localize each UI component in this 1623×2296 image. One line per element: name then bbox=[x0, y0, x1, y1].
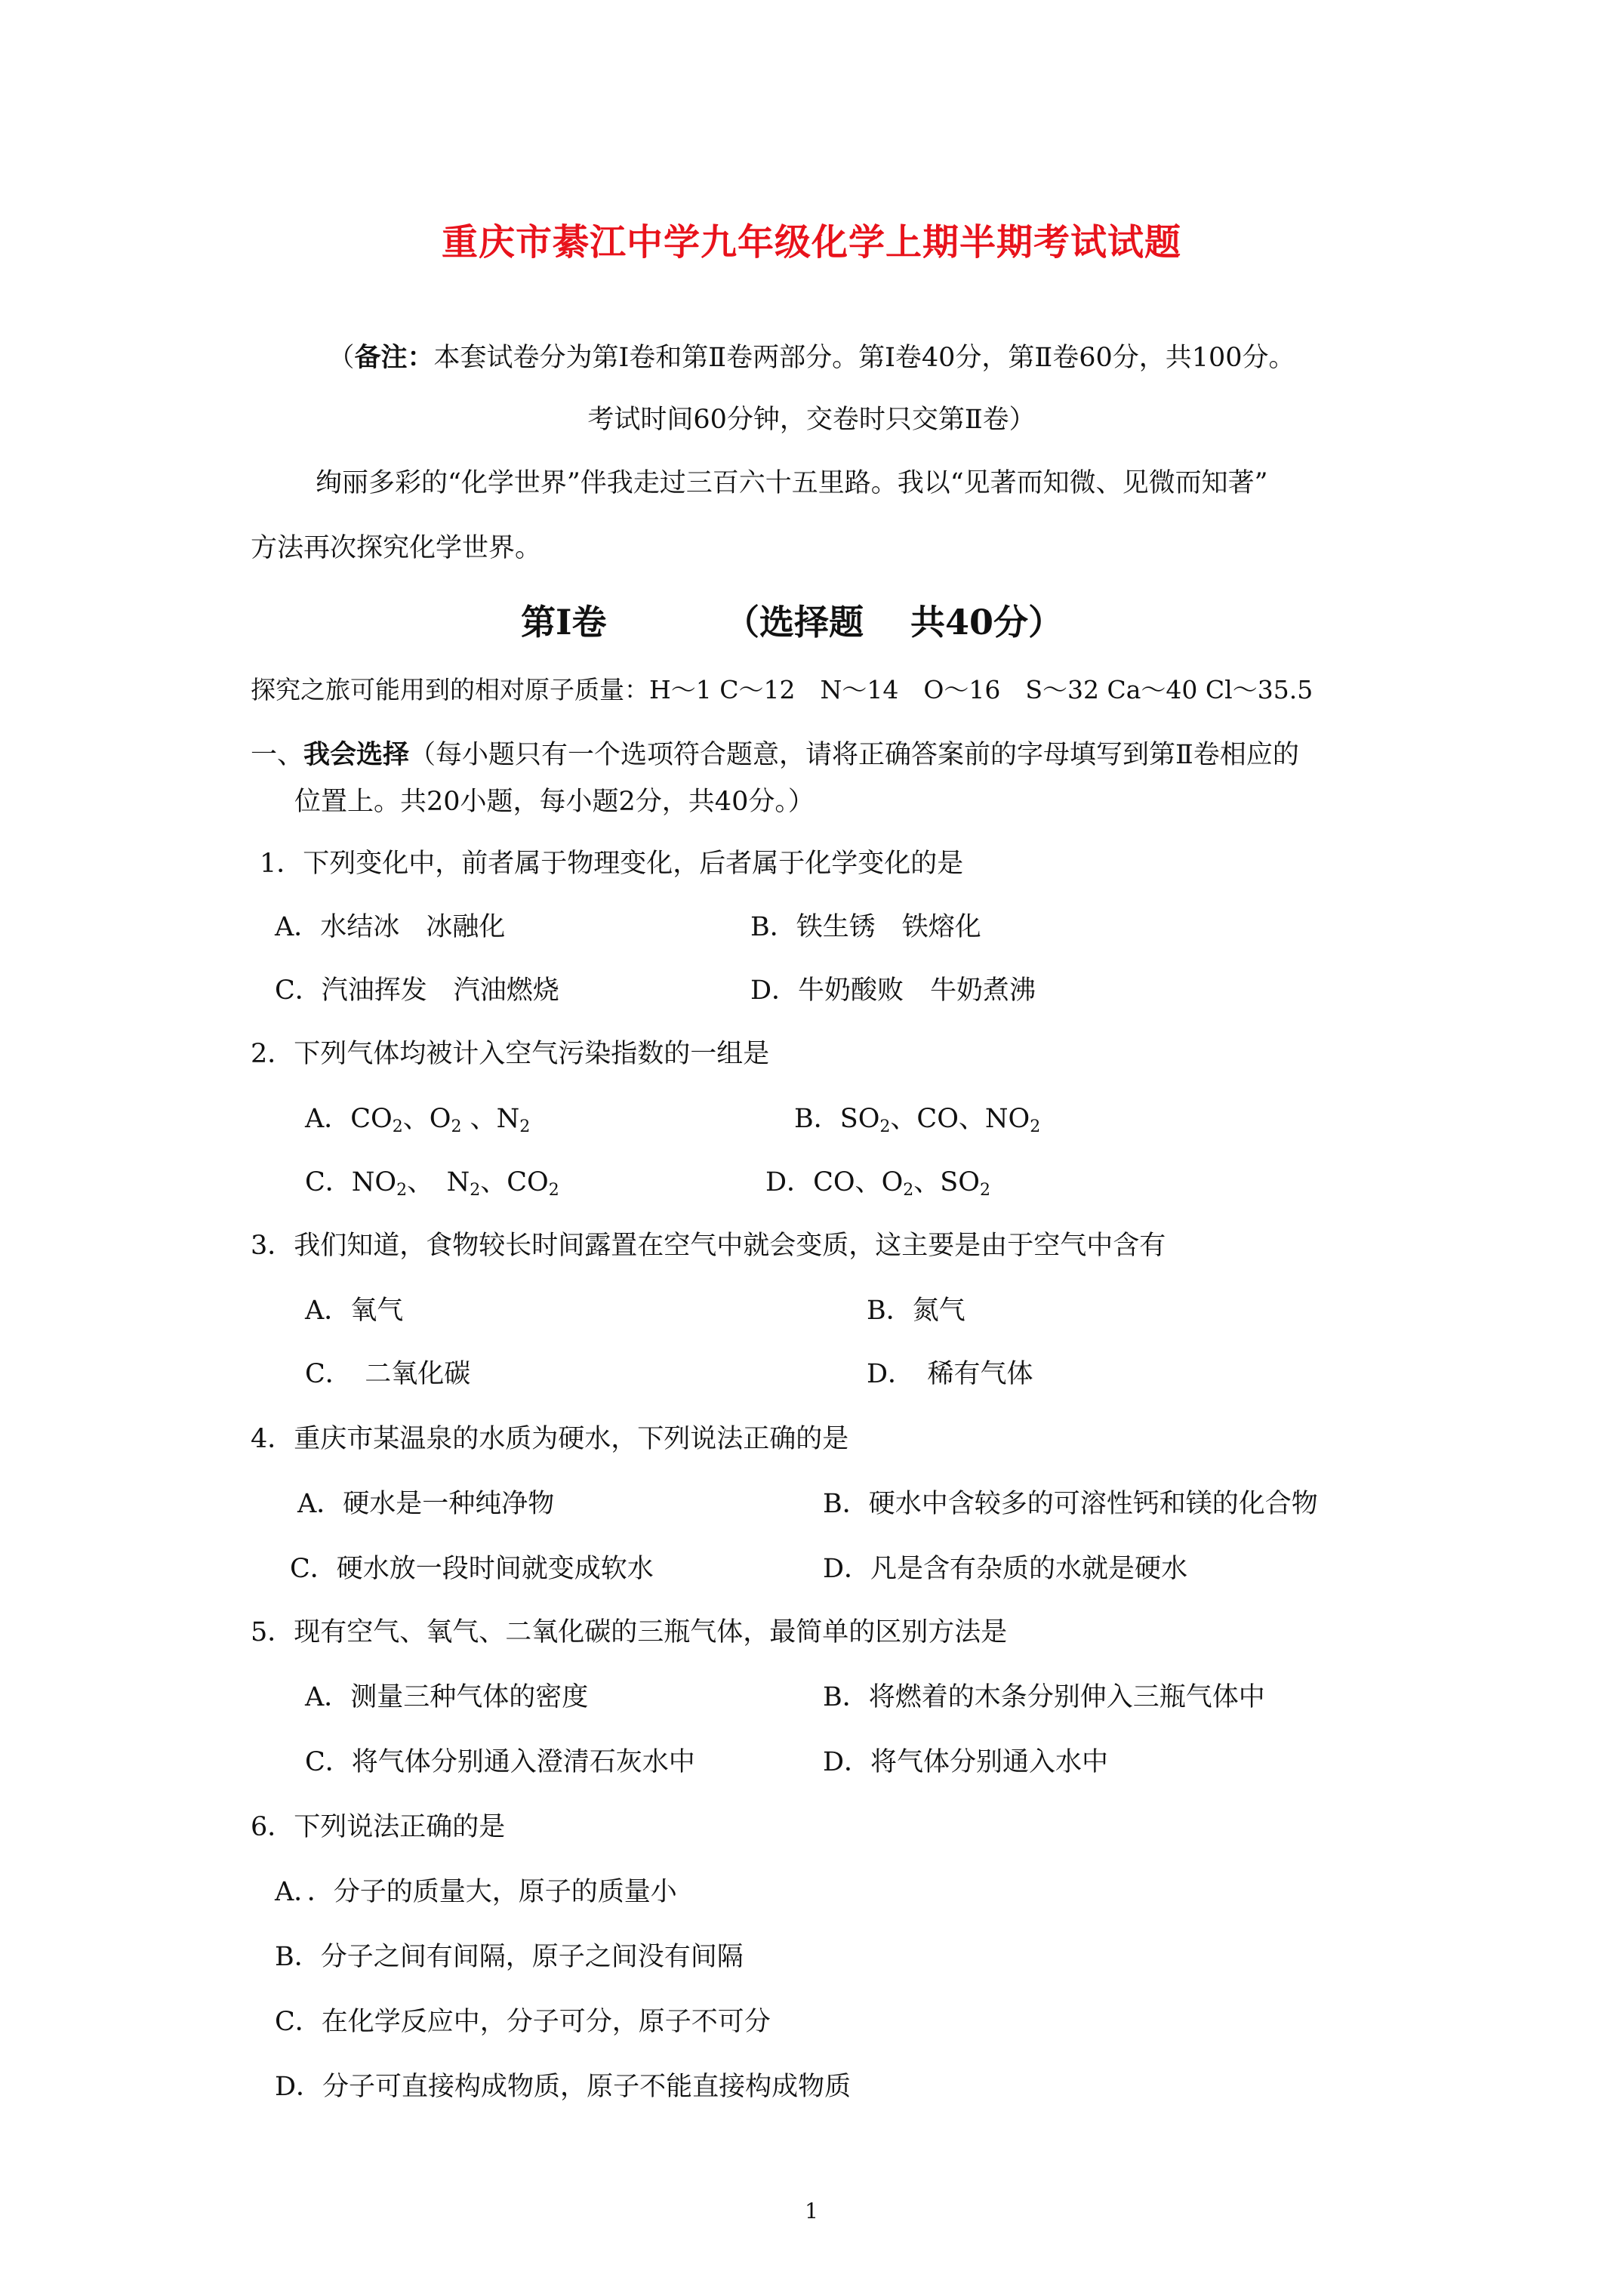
atomic-masses: 探究之旅可能用到的相对原子质量：H～1 C～12 N～14 O～16 S～32 Ca～40 Cl～35.5 bbox=[251, 675, 1313, 704]
question-1-option-a: A．水结冰 冰融化 bbox=[275, 912, 506, 942]
section-title: 第Ⅰ卷 bbox=[521, 602, 607, 643]
question-4-stem: 4．重庆市某温泉的水质为硬水，下列说法正确的是 bbox=[251, 1424, 849, 1454]
question-4-option-c: C．硬水放一段时间就变成软水 bbox=[290, 1554, 654, 1584]
chemical-formula: $SO_2$ bbox=[940, 1167, 990, 1200]
chemical-formula: $N_2$ bbox=[446, 1167, 481, 1200]
part1-title: 我会选择 bbox=[303, 739, 410, 770]
question-4-option-b: B．硬水中含较多的可溶性钙和镁的化合物 bbox=[823, 1489, 1318, 1519]
question-2-stem: 2．下列气体均被计入空气污染指数的一组是 bbox=[251, 1039, 770, 1069]
intro-line-1: 绚丽多彩的“化学世界”伴我走过三百六十五里路。我以“见著而知微、见微而知著” bbox=[316, 468, 1268, 498]
chemical-formula: $NO_2$ bbox=[984, 1104, 1041, 1136]
note-line-1 bbox=[0, 341, 1623, 374]
chemical-formula: $N_2$ bbox=[496, 1104, 531, 1136]
question-6-option-c: C．在化学反应中，分子可分，原子不可分 bbox=[275, 2007, 771, 2037]
note-open: （ bbox=[328, 343, 355, 373]
intro-line-2: 方法再次探究化学世界。 bbox=[251, 533, 542, 563]
chemical-formula: $CO_2$ bbox=[507, 1167, 559, 1200]
question-6-option-b: B．分子之间有间隔，原子之间没有间隔 bbox=[275, 1942, 744, 1972]
question-3-stem: 3．我们知道，食物较长时间露置在空气中就会变质，这主要是由于空气中含有 bbox=[251, 1231, 1166, 1261]
question-3-option-b: B．氮气 bbox=[867, 1296, 965, 1326]
page-title: 重庆市綦江中学九年级化学上期半期考试试题 bbox=[441, 221, 1181, 264]
question-4-option-a: A．硬水是一种纯净物 bbox=[297, 1489, 555, 1519]
question-4-option-d: D．凡是含有杂质的水就是硬水 bbox=[823, 1554, 1188, 1584]
question-2-option-a: A．$CO_2$、$O_2$ 、$N_2$ bbox=[305, 1104, 531, 1136]
question-2-option-b: B．$SO_2$、CO、$NO_2$ bbox=[794, 1104, 1041, 1136]
question-3-option-a: A．氧气 bbox=[305, 1296, 404, 1326]
option-letter: D． bbox=[765, 1167, 814, 1197]
question-5-stem: 5．现有空气、氧气、二氧化碳的三瓶气体，最简单的区别方法是 bbox=[251, 1617, 1008, 1647]
question-1-option-d: D．牛奶酸败 牛奶煮沸 bbox=[750, 975, 1036, 1006]
question-2-option-d: D．CO、$O_2$、$SO_2$ bbox=[765, 1167, 990, 1200]
question-1-option-b: B．铁生锈 铁熔化 bbox=[750, 912, 981, 942]
question-6-stem: 6．下列说法正确的是 bbox=[251, 1812, 506, 1842]
question-5-option-b: B．将燃着的木条分别伸入三瓶气体中 bbox=[823, 1682, 1265, 1712]
question-3-option-d: D． 稀有气体 bbox=[867, 1359, 1033, 1389]
chemical-formula: CO bbox=[813, 1167, 855, 1197]
page-number: 1 bbox=[805, 2199, 818, 2224]
question-6-option-a: A．．分子的质量大，原子的质量小 bbox=[275, 1877, 677, 1907]
note-line-2: 考试时间60分钟，交卷时只交第Ⅱ卷） bbox=[587, 405, 1036, 435]
question-3-option-c: C． 二氧化碳 bbox=[305, 1359, 471, 1389]
question-5-option-c: C．将气体分别通入澄清石灰水中 bbox=[305, 1747, 695, 1777]
part1-heading bbox=[251, 738, 1299, 772]
question-2-option-c: C．$NO_2$、 $N_2$、$CO_2$ bbox=[305, 1167, 559, 1200]
part1-instructions-1: （每小题只有一个选项符合题意，请将正确答案前的字母填写到第Ⅱ卷相应的 bbox=[409, 740, 1299, 770]
question-5-option-a: A．测量三种气体的密度 bbox=[305, 1682, 589, 1712]
chemical-formula: $O_2$ bbox=[881, 1167, 914, 1200]
option-letter: C． bbox=[305, 1167, 352, 1197]
question-1-option-c: C．汽油挥发 汽油燃烧 bbox=[275, 975, 559, 1006]
chemical-formula: $NO_2$ bbox=[351, 1167, 408, 1200]
part1-number: 一、 bbox=[251, 740, 304, 770]
chemical-formula: $SO_2$ bbox=[839, 1104, 891, 1136]
chemical-formula: CO bbox=[916, 1104, 959, 1134]
option-letter: A． bbox=[305, 1104, 351, 1134]
question-1-stem: 1．下列变化中，前者属于物理变化，后者属于化学变化的是 bbox=[260, 849, 964, 879]
note-text-1: 本套试卷分为第Ⅰ卷和第Ⅱ卷两部分。第Ⅰ卷40分，第Ⅱ卷60分，共100分。 bbox=[433, 343, 1295, 373]
note-label: 备注： bbox=[354, 342, 434, 373]
question-6-option-d: D．分子可直接构成物质，原子不能直接构成物质 bbox=[275, 2072, 852, 2102]
section-subtitle: （选择题 共40分） bbox=[725, 602, 1064, 643]
option-letter: B． bbox=[794, 1104, 840, 1134]
question-5-option-d: D．将气体分别通入水中 bbox=[823, 1747, 1109, 1777]
part1-instructions-2: 位置上。共20小题，每小题2分，共40分。） bbox=[294, 787, 815, 817]
chemical-formula: $CO_2$ bbox=[350, 1104, 403, 1136]
chemical-formula: $O_2$ bbox=[429, 1104, 462, 1136]
